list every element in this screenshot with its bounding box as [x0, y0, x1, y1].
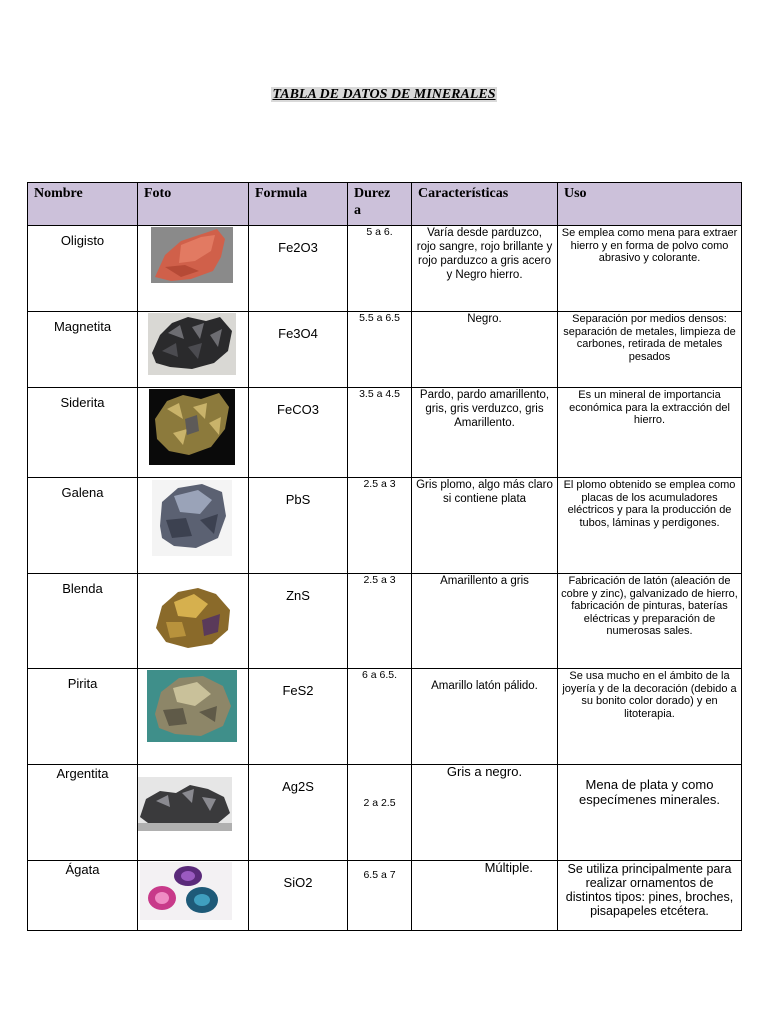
mineral-formula: Ag2S [249, 765, 348, 861]
table-row [28, 574, 742, 669]
mineral-features: Múltiple. [412, 861, 558, 931]
mineral-photo-cell [138, 669, 249, 765]
mineral-formula: Fe2O3 [249, 226, 348, 312]
mineral-features: Gris plomo, algo más claro si contiene plata [412, 478, 558, 574]
header-hardness-line1: Durez [354, 186, 391, 201]
oligisto-photo [151, 227, 233, 283]
mineral-photo-cell [138, 388, 249, 478]
mineral-hardness: 3.5 a 4.5 [348, 388, 412, 478]
mineral-features: Negro. [412, 312, 558, 388]
mineral-use: Separación por medios densos: separación de metales, limpieza de carbones, retirada de metales pesados [558, 312, 742, 388]
blenda-photo [150, 582, 236, 654]
galena-photo [152, 480, 232, 556]
mineral-use: El plomo obtenido se emplea como placas de los acumuladores eléctricos y para la producción de tubos, láminas y perdigones. [558, 478, 742, 574]
mineral-hardness: 5 a 6. [348, 226, 412, 312]
table-row [28, 312, 742, 388]
mineral-name: Ágata [28, 861, 138, 931]
mineral-features: Pardo, pardo amarillento, gris, gris verduzco, gris Amarillento. [412, 388, 558, 478]
magnetita-photo [148, 313, 236, 375]
mineral-name: Pirita [28, 669, 138, 765]
mineral-use: Fabricación de latón (aleación de cobre y zinc), galvanizado de hierro, fabricación de pinturas, baterías eléctricas y preparación de numerosas sales. [558, 574, 742, 669]
header-use: Uso [558, 183, 742, 226]
mineral-hardness: 2 a 2.5 [348, 765, 412, 861]
mineral-use: Se emplea como mena para extraer hierro y en forma de polvo como abrasivo y colorante. [558, 226, 742, 312]
header-features: Características [412, 183, 558, 226]
table-row [28, 226, 742, 312]
mineral-hardness: 6.5 a 7 [348, 861, 412, 931]
mineral-hardness: 6 a 6.5. [348, 669, 412, 765]
minerals-table [27, 182, 742, 931]
mineral-formula: ZnS [249, 574, 348, 669]
mineral-hardness: 2.5 a 3 [348, 478, 412, 574]
agata-photo [140, 862, 232, 920]
header-name: Nombre [28, 183, 138, 226]
mineral-features: Gris a negro. [412, 765, 558, 861]
table-row [28, 388, 742, 478]
table-row [28, 669, 742, 765]
mineral-photo-cell [138, 226, 249, 312]
mineral-photo-cell [138, 765, 249, 861]
header-formula: Formula [249, 183, 348, 226]
mineral-features: Amarillento a gris [412, 574, 558, 669]
table-row [28, 478, 742, 574]
mineral-use: Mena de plata y como especímenes minerales. [558, 765, 742, 861]
mineral-use: Se usa mucho en el ámbito de la joyería y de la decoración (debido a su bonito color dorado) y en litoterapia. [558, 669, 742, 765]
mineral-features: Varía desde parduzco, rojo sangre, rojo brillante y rojo parduzco a gris acero y Negro hierro. [412, 226, 558, 312]
mineral-formula: FeCO3 [249, 388, 348, 478]
mineral-formula: Fe3O4 [249, 312, 348, 388]
mineral-name: Galena [28, 478, 138, 574]
mineral-photo-cell [138, 574, 249, 669]
mineral-hardness: 2.5 a 3 [348, 574, 412, 669]
mineral-photo-cell [138, 312, 249, 388]
mineral-formula: FeS2 [249, 669, 348, 765]
mineral-hardness: 5.5 a 6.5 [348, 312, 412, 388]
mineral-name: Magnetita [28, 312, 138, 388]
table-row [28, 861, 742, 931]
mineral-name: Oligisto [28, 226, 138, 312]
page-title-text: TABLA DE DATOS DE MINERALES [272, 87, 496, 102]
table-header-row [28, 183, 742, 226]
argentita-photo [138, 777, 232, 831]
mineral-formula: PbS [249, 478, 348, 574]
header-hardness-line2: a [354, 203, 361, 218]
siderita-photo [149, 389, 235, 465]
header-hardness [348, 183, 412, 226]
header-photo: Foto [138, 183, 249, 226]
table-row [28, 765, 742, 861]
mineral-use: Es un mineral de importancia económica para la extracción del hierro. [558, 388, 742, 478]
page-title [0, 87, 768, 103]
mineral-name: Blenda [28, 574, 138, 669]
mineral-photo-cell [138, 478, 249, 574]
mineral-formula: SiO2 [249, 861, 348, 931]
mineral-features: Amarillo latón pálido. [412, 669, 558, 765]
mineral-name: Argentita [28, 765, 138, 861]
mineral-name: Siderita [28, 388, 138, 478]
mineral-use: Se utiliza principalmente para realizar ornamentos de distintos tipos: pines, broches, pisapapeles etcétera. [558, 861, 742, 931]
mineral-photo-cell [138, 861, 249, 931]
pirita-photo [147, 670, 237, 742]
